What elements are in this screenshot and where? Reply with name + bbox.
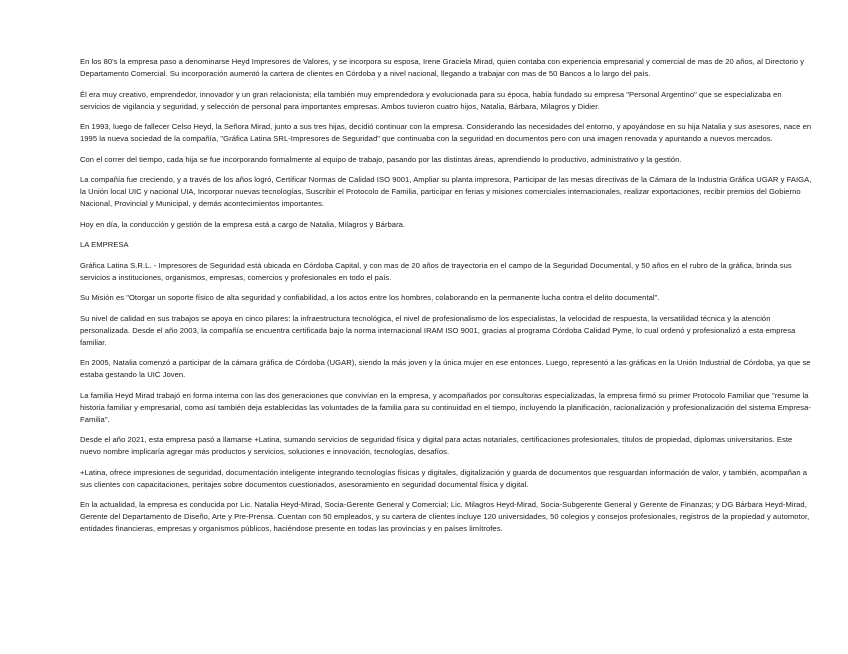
paragraph-present: En la actualidad, la empresa es conducida por Lic. Natalia Heyd-Mirad, Socia-Gerente General y Comercial; Lic. Milagros Heyd-Mirad, Socia-Subgerente General y Gerente de Finanzas; y DG Bárbara Heyd-Mirad, Gerente del Departamento de Diseño, Arte y Pre-Prensa. Cuentan con 50 empleados, y su cartera de clientes incluye 120 universidades, 50 colegios y consejos profesionales, registros de la propiedad y automotor, entidades financieras, empresas y organismos públicos, haciéndose presente en todas las provincias y en países limítrofes. [80, 500, 810, 533]
paragraph-2005: En 2005, Natalia comenzó a participar de la cámara gráfica de Córdoba (UGAR), siendo la más joven y la única mujer en ese entonces. Luego, representó a las gráficas en la Unión Industrial de Córdoba, ya que se estaba gestando la UIC Joven. [80, 358, 811, 379]
paragraph-daughters: Con el correr del tiempo, cada hija se fue incorporando formalmente al equipo de trabajo, pasando por las distintas áreas, aprendiendo lo productivo, administrativo y la gestión. [80, 154, 682, 164]
paragraph-services: +Latina, ofrece impresiones de seguridad, documentación inteligente integrando tecnologías físicas y digitales, digitalización y guarda de documentos que resguardan información de valor, y también, acompañan a sus clientes con capacitaciones, peritajes sobre documentos cuestionados, asesoramiento en seguridad documental física y digital. [80, 467, 808, 489]
paragraph-1993: En 1993, luego de fallecer Celso Heyd, la Señora Mirad, junto a sus tres hijas, decidió continuar con la empresa. Considerando las necesidades del entorno, y apoyándose en su hija Natalia y sus asesores, nace en 1995 la nueva sociedad de la compañía, "Gráfica Latina SRL-Impresores de Seguridad" que continuaba con la seguridad en documentos pero con una imagen renovada y apuntando a nuevos mercados. [80, 122, 812, 143]
document-body [80, 56, 812, 544]
paragraph-mission: Su Misión es "Otorgar un soporte físico de alta seguridad y confiabilidad, a los actos entre los hombres, colaborando en la permanente lucha contra el delito documental". [80, 293, 660, 302]
paragraph-heyd-impresores: En los 80's la empresa paso a denominarse Heyd Impresores de Valores, y se incorpora su esposa, Irene Graciela Mirad, quien contaba con experiencia empresarial y comercial de mas de 20 años, al Directorio y Departamento Comercial. Su incorporación aumentó la cartera de clientes en Córdoba y a nivel nacional, llegando a trabajar con mas de 50 Bancos a lo largo del país. [80, 57, 805, 78]
paragraph-quality: Su nivel de calidad en sus trabajos se apoya en cinco pilares: la infraestructura tecnológica, el nivel de profesionalismo de los especialistas, la velocidad de respuesta, la versatilidad técnica y la atención personalizada. Desde el año 2003, la compañía se encuentra certificada bajo la norma internacional IRAM ISO 9001, gracias al programa Córdoba Calidad Pyme, lo cual ordenó y profesionalizó a esta empresa familiar. [80, 313, 796, 347]
paragraph-family-protocol: La familia Heyd Mirad trabajó en forma interna con las dos generaciones que convivían en la empresa, y acompañados por consultoras especializadas, la empresa firmó su primer Protocolo Familiar que "resume la historia familiar y empresarial, como así también deja establecidas las voluntades de la familia para su continuidad en el tiempo, incluyendo la planificación, racionalización y profesionalización del sistema Empresa-Familia". [80, 390, 811, 424]
paragraph-current-management: Hoy en día, la conducción y gestión de la empresa está a cargo de Natalia, Milagros y Bárbara. [80, 219, 406, 229]
paragraph-founders: Él era muy creativo, emprendedor, innovador y un gran relacionista; ella también muy emprendedora y evolucionada para su época, había fundado su empresa "Personal Argentino" que se especializaba en servicios de vigilancia y seguridad, y selección de personal para importantes empresas. Ambos tuvieron cuatro hijos, Natalia, Bárbara, Milagros y Didier. [80, 89, 782, 111]
paragraph-growth: La compañía fue creciendo, y a través de los años logró, Certificar Normas de Calidad ISO 9001, Ampliar su planta impresora, Participar de las mesas directivas de la Cámara de la Industria Gráfica UGAR y FAIGA, la Unión local UIC y nacional UIA, Incorporar nuevas tecnologías, Suscribir el Protocolo de Familia, participar en ferias y misiones comerciales internacionales, realizar exportaciones, recibir premios del Gobierno Nacional, Provincial y Municipal, y demás acontecimientos importantes. [80, 175, 812, 208]
paragraph-2021: Desde el año 2021, esta empresa pasó a llamarse +Latina, sumando servicios de seguridad física y digital para actas notariales, certificaciones profesionales, títulos de propiedad, diplomas universitarios. Este nuevo nombre implicaría agregar más productos y servicios, soluciones e innovación, tecnologías, desafíos. [80, 435, 793, 456]
paragraph-company: Gráfica Latina S.R.L. - Impresores de Seguridad está ubicada en Córdoba Capital, y con mas de 20 años de trayectoria en el campo de la Seguridad Documental, y 50 años en el rubro de la gráfica, brinda sus servicios a instituciones, organismos, empresas, comercios y profesionales en todo el país. [80, 260, 792, 282]
section-heading: LA EMPRESA [80, 240, 129, 249]
